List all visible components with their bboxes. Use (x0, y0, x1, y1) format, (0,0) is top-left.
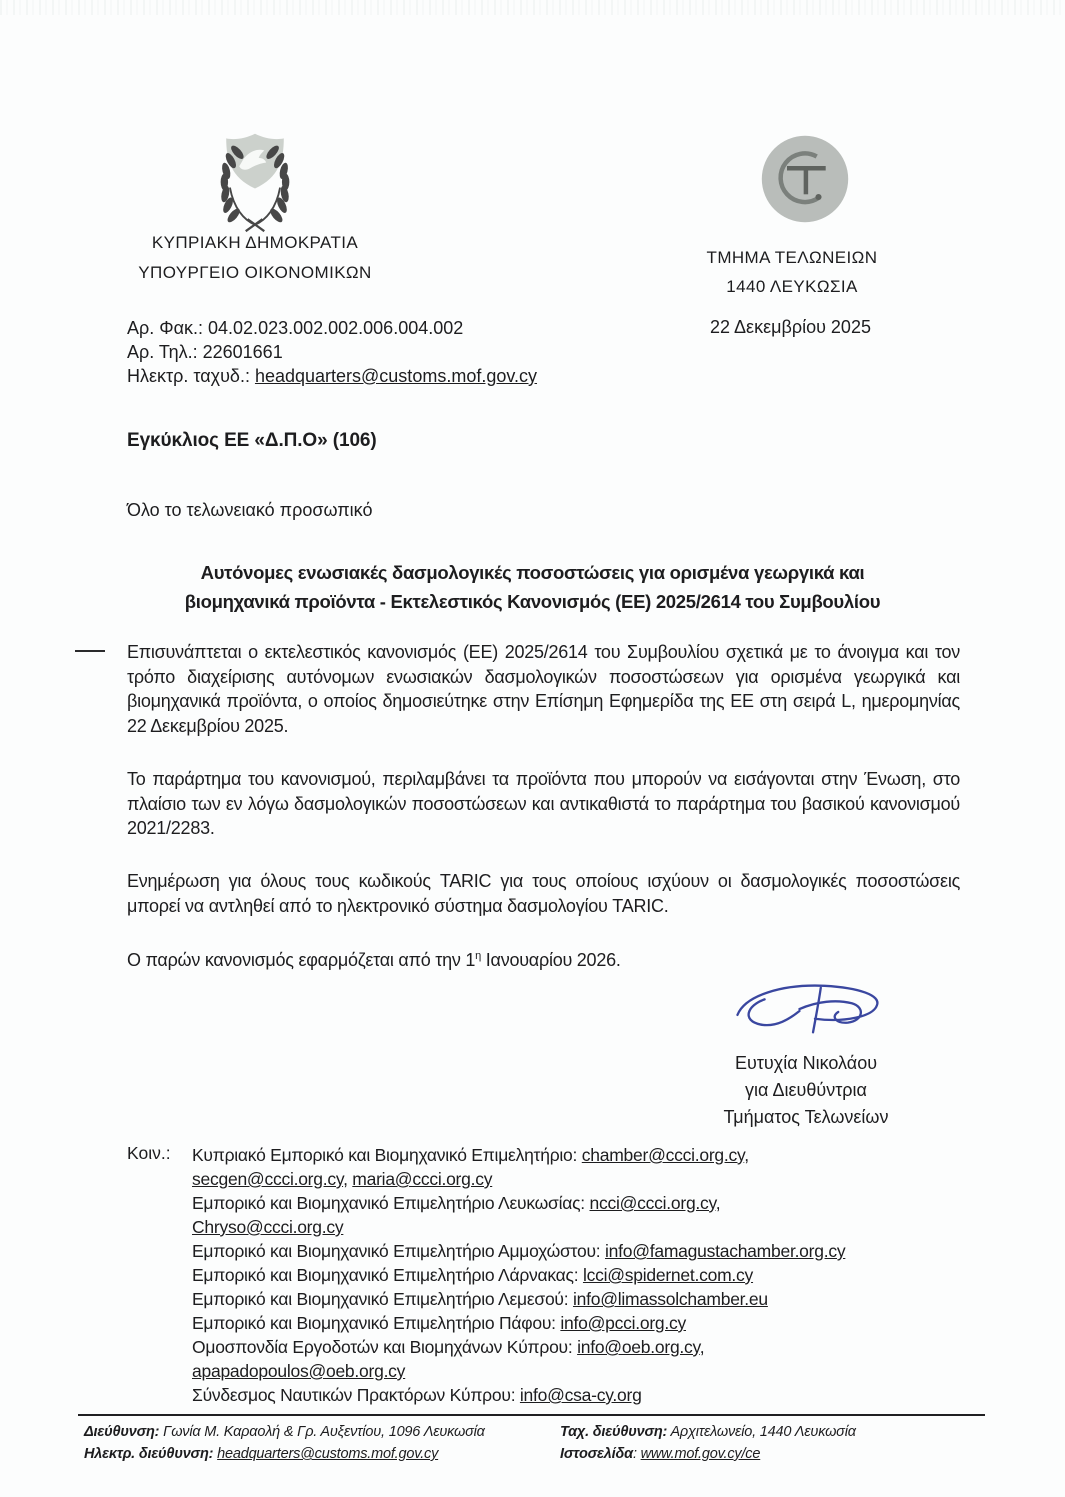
cc-entry (192, 1239, 987, 1263)
text-segment: , (744, 1145, 749, 1165)
text-segment: Κυπριακό Εμπορικό και Βιομηχανικό Επιμελητήριο: (192, 1145, 582, 1165)
cc-entry (192, 1215, 987, 1239)
email-link[interactable]: info@pcci.org.cy (560, 1313, 686, 1333)
cc-label: Κοιν.: (127, 1143, 171, 1163)
text-segment: Εμπορικό και Βιομηχανικό Επιμελητήριο Πάφου: (192, 1313, 561, 1333)
email-link[interactable]: www.mof.gov.cy/ce (640, 1446, 761, 1462)
letter-date: 22 Δεκεμβρίου 2025 (710, 317, 871, 337)
footer-left-column (84, 1421, 544, 1465)
footer-divider (78, 1414, 985, 1416)
email-link[interactable]: ncci@ccci.org.cy, (589, 1193, 721, 1213)
cc-entry (192, 1263, 987, 1287)
text-segment: Ηλεκτρ. ταχυδ.: (127, 366, 255, 386)
email-line (127, 364, 537, 388)
email-link[interactable]: info@oeb.org.cy (577, 1337, 700, 1357)
cc-entry (192, 1383, 987, 1407)
footer-postal-address (560, 1421, 980, 1443)
email-link[interactable]: chamber@ccci.org.cy (581, 1145, 745, 1165)
signatory-department: Τμήματος Τελωνείων (723, 1107, 889, 1127)
text-segment: Εμπορικό και Βιομηχανικό Επιμελητήριο Λάρνακας: (192, 1265, 583, 1285)
text-segment: , (343, 1169, 353, 1189)
signatory-name: Ευτυχία Νικολάου (734, 1053, 878, 1073)
circular-number: Εγκύκλιος ΕΕ «Δ.Π.Ο» (106) (127, 430, 377, 451)
department-name: ΤΜΗΜΑ ΤΕΛΩΝΕΙΩΝ (706, 248, 878, 267)
email-link[interactable]: headquarters@customs.mof.gov.cy (254, 366, 538, 386)
phone-number-line: Αρ. Τηλ.: 22601661 (127, 342, 283, 362)
text-segment: Εμπορικό και Βιομηχανικό Επιμελητήριο Λεμεσού: (192, 1289, 573, 1309)
cc-entry (192, 1287, 987, 1311)
email-link[interactable]: headquarters@customs.mof.gov.cy (217, 1446, 439, 1462)
customs-department-seal-icon (760, 134, 850, 224)
signatory-capacity: για Διευθύντρια (745, 1080, 867, 1100)
text-segment: Ο παρών κανονισμός εφαρμόζεται από την 1 (127, 950, 476, 970)
text-segment: Ταχ. διεύθυνση: (560, 1424, 668, 1440)
issuing-authority (115, 228, 395, 288)
text-segment: Εμπορικό και Βιομηχανικό Επιμελητήριο Λευκωσίας: (192, 1193, 590, 1213)
email-link[interactable]: secgen@ccci.org.cy (192, 1169, 344, 1189)
cc-entry (192, 1191, 987, 1215)
text-segment: Εμπορικό και Βιομηχανικό Επιμελητήριο Αμμοχώστου: (192, 1241, 605, 1261)
body-paragraph-2: Το παράρτημα του κανονισμού, περιλαμβάνει τα προϊόντα που μπορούν να εισάγονται στην Ένωση, στο πλαίσιο των εν λόγω δασμολογικών ποσοστώσεων και αντικαθιστά το παράρτημα του βασικού κανονισμού 2021/2283. (127, 769, 960, 838)
email-link[interactable]: info@limassolchamber.eu (572, 1289, 768, 1309)
file-number-line: Αρ. Φακ.: 04.02.023.002.002.006.004.002 (127, 318, 464, 338)
cc-entry (192, 1167, 987, 1191)
text-segment: Ιανουαρίου 2026. (481, 950, 621, 970)
handwritten-signature-image (730, 980, 898, 1042)
cc-entry (192, 1143, 987, 1167)
cc-entry (192, 1335, 987, 1359)
text-segment: η (475, 950, 482, 962)
cc-list (192, 1143, 987, 1407)
letter-title-line1: Αυτόνομες ενωσιακές δασμολογικές ποσοστώσεις για ορισμένα γεωργικά και (200, 562, 865, 583)
footer-website (560, 1443, 980, 1465)
email-link[interactable]: info@csa-cy.org (519, 1385, 642, 1405)
text-segment: Διεύθυνση: (84, 1424, 160, 1440)
text-segment: Ομοσπονδία Εργοδοτών και Βιομηχάνων Κύπρου: (192, 1337, 578, 1357)
email-link[interactable]: lcci@spidernet.com.cy (582, 1265, 754, 1285)
text-segment: Ιστοσελίδα (560, 1446, 633, 1462)
body-paragraph-3: Ενημέρωση για όλους τους κωδικούς TARIC για τους οποίους ισχύουν οι δασμολογικές ποσοστώσεις μπορεί να αντληθεί από το ηλεκτρονικό σύστημα δασμολογίου TARIC. (127, 871, 960, 916)
scan-artifact-band (0, 0, 1065, 15)
margin-dash (75, 650, 105, 652)
footer-email (84, 1443, 544, 1465)
email-link[interactable]: apapadopoulos@oeb.org.cy (192, 1361, 406, 1381)
cc-entry (192, 1311, 987, 1335)
body-paragraph-1: Επισυνάπτεται ο εκτελεστικός κανονισμός (ΕΕ) 2025/2614 του Συμβουλίου σχετικά με το άνοιγμα και τον τρόπο διαχείρισης αυτόνομων ενωσιακών δασμολογικών ποσοστώσεων για ορισμένα γεωργικά και βιομηχανικά προϊόντα, ο οποίος δημοσιεύτηκε στην Επίσημη Εφημερίδα της ΕΕ στη σειρά L, ημερομηνίας 22 Δεκεμβρίου 2025. (127, 642, 960, 736)
department-block (692, 243, 892, 301)
letter-title (116, 558, 949, 616)
signature-block (690, 1050, 922, 1131)
email-link[interactable]: maria@ccci.org.cy (352, 1169, 493, 1189)
cc-entry (192, 1359, 987, 1383)
ministry-name: ΥΠΟΥΡΓΕΙΟ ΟΙΚΟΝΟΜΙΚΩΝ (138, 263, 372, 282)
letter-title-line2: βιομηχανικά προϊόντα - Εκτελεστικός Κανονισμός (ΕΕ) 2025/2614 του Συμβουλίου (184, 591, 881, 612)
reference-block (127, 316, 537, 388)
email-link[interactable]: info@famagustachamber.org.cy (605, 1241, 846, 1261)
body-paragraph-4 (127, 944, 960, 973)
text-segment: Σύνδεσμος Ναυτικών Πρακτόρων Κύπρου: (192, 1385, 520, 1405)
department-postcode: 1440 ΛΕΥΚΩΣΙΑ (726, 277, 858, 296)
email-link[interactable]: Chryso@ccci.org.cy (192, 1217, 344, 1237)
cyprus-coat-of-arms-icon (203, 130, 307, 234)
republic-name: ΚΥΠΡΙΑΚΗ ΔΗΜΟΚΡΑΤΙΑ (151, 233, 359, 252)
footer-street-address (84, 1421, 544, 1443)
footer-right-column (560, 1421, 980, 1465)
text-segment: Αρχιτελωνείο, 1440 Λευκωσία (667, 1424, 856, 1440)
text-segment: Ηλεκτρ. διεύθυνση: (84, 1446, 214, 1462)
text-segment: Γωνία Μ. Καραολή & Γρ. Αυξεντίου, 1096 Λευκωσία (159, 1424, 485, 1440)
addressee: Όλο το τελωνειακό προσωπικό (127, 500, 373, 520)
text-segment: , (699, 1337, 705, 1357)
text-segment: : (632, 1446, 641, 1462)
